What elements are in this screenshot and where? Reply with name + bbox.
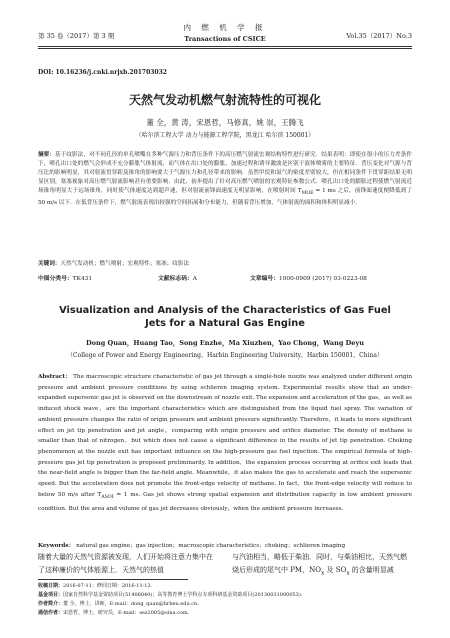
authors-cn: 董 全，黄 涛，宋恩哲，马修真，姚 崇，王腾飞 xyxy=(146,118,304,127)
abstract-en-text: The macroscopic structure characteristic of gas jet through a single-hole nozzle was analyzed under different origin pressure and ambient pressure conditions by using schlieren imaging system. Experimental results show that an under-expanded supersonic gas jet is observed on the downstream of nozzle exit. The expansion and acceleration of the gas，as well as induced shock wave，are the important characteristics which are distinguished from the liquid fuel spray. The variation of ambient pressure changes the ratio of origin pressure and ambient pressure significantly. Therefore，it leads to more significant effect on jet tip penetration and jet angle，comparing with origin pressure and orifice diameter. The density of methane is smaller than that of nitrogen，but which does not cause a significant difference in the results of jet tip penetration. Choking phenomenon at the nozzle exit has important influence on the high-pressure gas fuel injection. The empirical formula of high-pressure gas jet tip penetration is proposed preliminarily. In addition，the expansion process occurring at orifice exit leads that the near-field angle is bigger than the far-field angle. Meanwhile，it also makes the gas to accelerate and reach the supersonic speed. But the acceleration does not promote the front-edge velocity of methane. In fact，the front-edge velocity will reduce to below 50 m/s after $T_{ASOI} = 1$ ms. Gas jet shows strong spatial expansion and distribution capacity in low ambient pressure condition. But the area and volume of gas jet decreases obviously，when the ambient pressure increases. xyxy=(38,374,413,512)
abstract-en-label: Abstract： xyxy=(38,374,72,380)
document-code: 文献标志码：A xyxy=(158,276,197,282)
body-column-left: 随着大量的天然气资源被发现，人们开始将注意力集中在了这种廉价的气体能源上．天然气的热值 xyxy=(38,553,213,574)
footnote-received: 收稿日期：2016-07-11；修回日期：2016-11-12. xyxy=(38,583,153,589)
abstract-cn-text: 基于纹影法，对不同孔径的单孔喷嘴在多种气源压力和背压条件下的高压燃气射流宏观结构特性进行研究．结果表明：即使在很小的压力差条件下，喷孔出口处的燃气会形成不充分膨胀气体射流，而气体在出口处的膨胀、加速过程和诱导激波是区别于液体喷雾的主要特征．背压变化对气源与背压比的影响明显，其对射流贯穿距及锥角的影响要大于气源压力和孔径带来的影响．虽然甲烷和氮气的密度差别较大，但在相同条件下贯穿距结果无明显区别，塞塞视象对高压燃气射流影响甚有重要影响．由此，初步提出了针对高压燃气喷射的宏观特征参数公式．喷孔出口处的膨胀过程使燃气射流近场锥角明显大于远场锥角，同时使气体速度达到超声速，但对射流前锋面速度无明显影响，在喷射时间 $T_{MOE} = 1$ ms 之后，前锋面速度便降低到了 50 m/s 以下．在低背压条件下，燃气射流表现出较强的空间拓展和分布能力，但随着背压增加，气体射流的面积和体积明显减小． xyxy=(38,152,412,206)
affiliation-en: （College of Power and Energy Engineering，Harbin Engineering University，Harbin 150001，China） xyxy=(67,352,383,359)
affiliation-cn: （哈尔滨工程大学 动力与能源工程学院，黑龙江 哈尔滨 150001） xyxy=(135,132,315,139)
keywords-en-label: Keywords： xyxy=(38,543,75,549)
journal-volume-cn: 第 35 卷（2017）第 3 期 xyxy=(38,32,115,40)
keywords-cn-label: 关键词： xyxy=(38,261,61,267)
paper-title-en-line1: Visualization and Analysis of the Characteristics of Gas Fuel xyxy=(59,305,391,316)
clc-number: 中图分类号：TK431 xyxy=(38,276,93,282)
doi[interactable]: DOI: 10.16236/j.cnki.nrjxb.201703032 xyxy=(38,69,167,76)
journal-title-en: Transactions of CSICE xyxy=(184,35,266,43)
footnotes xyxy=(38,582,412,618)
paper-title-cn: 天然气发动机燃气射流特性的可视化 xyxy=(128,93,321,107)
authors-en: Dong Quan，Huang Tao，Song Enzhe，Ma Xiuzhen，Yao Chong，Wang Deyu xyxy=(86,339,364,347)
keywords-en-text: natural gas engine；gas injection；macroscopic characteristics；choking；schlieren imaging xyxy=(76,543,346,549)
keywords-cn xyxy=(38,260,412,269)
abstract-en xyxy=(38,372,412,514)
header-rule-2 xyxy=(38,48,412,49)
header-rule xyxy=(38,46,412,47)
journal-title-cn: 内 燃 机 学 报 xyxy=(183,23,267,32)
article-number: 文章编号：1000-0909 (2017) 03-0223-08 xyxy=(250,276,367,282)
footnote-funding: 基金项目：国家自然科学基金资助项目(51406040)；高等教育博士学科点专项科研基金资助项目(20130031000053). xyxy=(38,592,303,598)
body-column-right: 与汽油相当，略低于柴油．同时，与柴油相比，天然气燃烧后形成的尾气中 PM，$NO_x$ 及 $SO_x$ 的含量明显减 xyxy=(232,553,407,577)
footnote-author: 作者简介：董 全，博士，讲师，E-mail：dong_quan@hrbeu.edu.cn. xyxy=(38,601,199,607)
paper-title-en-line2: Jets for a Natural Gas Engine xyxy=(145,318,305,329)
paper-title-en xyxy=(0,304,450,330)
footnote-rule xyxy=(38,579,188,580)
abstract-cn-label: 摘要： xyxy=(38,152,56,158)
footnote-corresponding: 通信作者：宋恩哲，博士，研究员，E-mail：sez2005@sina.com. xyxy=(38,610,190,616)
keywords-cn-text: 天然气发动机；燃气喷射；宏观特性；塞塞；纹影法 xyxy=(60,261,190,267)
abstract-cn xyxy=(38,151,412,208)
journal-volume-en: Vol.35（2017）No.3 xyxy=(346,32,412,40)
